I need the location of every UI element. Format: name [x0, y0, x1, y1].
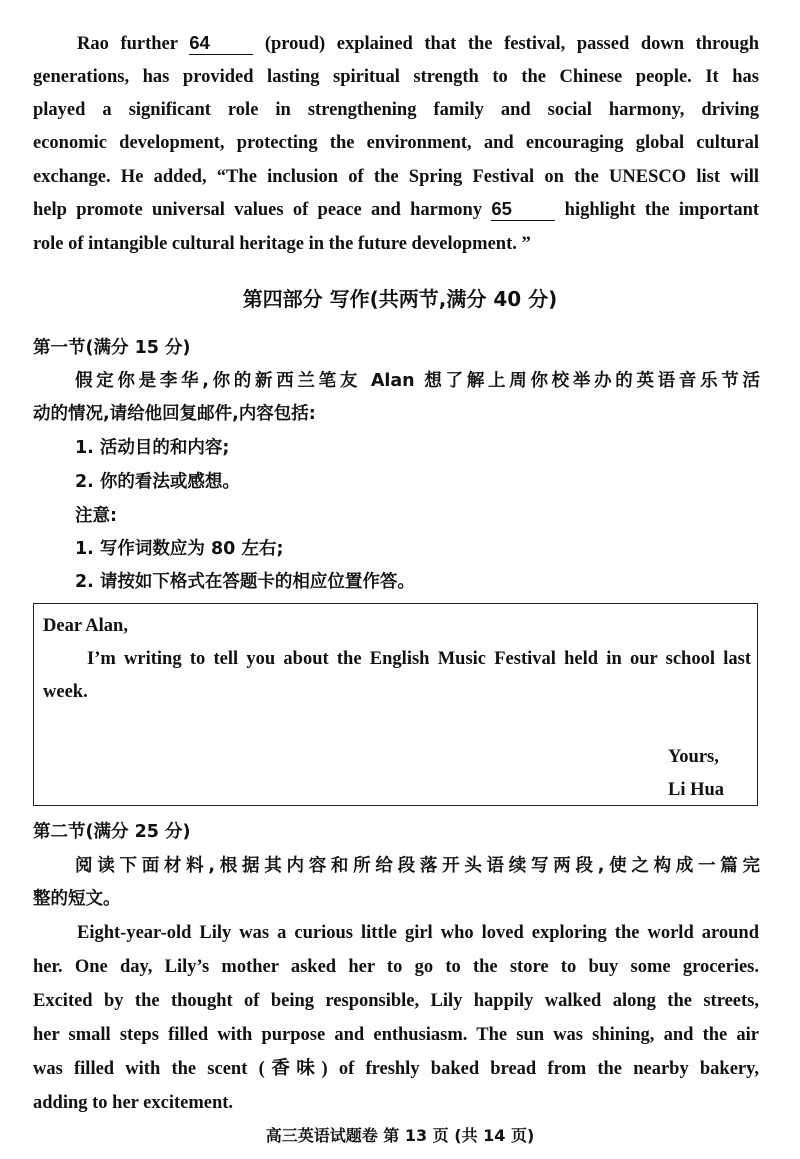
letter-body-line2: week.: [43, 682, 88, 702]
passage-line-2: generations, has provided lasting spiritual strength to the Chinese people. It has: [33, 67, 759, 87]
section1-note-heading: 注意:: [75, 506, 117, 526]
letter-body-line1: I’m writing to tell you about the English Music Festival held in our school last: [87, 649, 751, 669]
passage-text: Rao further: [77, 34, 178, 54]
passage-line-4: economic development, protecting the environment, and encouraging global cultural: [33, 133, 759, 153]
page-footer: 高三英语试题卷 第 13 页 (共 14 页): [265, 1126, 535, 1145]
section2-prompt-line2: 整的短文。: [33, 889, 121, 909]
story-line-6: adding to her excitement.: [33, 1093, 234, 1113]
passage-text: highlight the important: [564, 200, 760, 220]
section1-prompt-line1: 假定你是李华,你的新西兰笔友 Alan 想了解上周你校举办的英语音乐节活: [75, 371, 760, 391]
passage-line-1: [77, 28, 759, 62]
section2-prompt-line1: 阅读下面材料,根据其内容和所给段落开头语续写两段,使之构成一篇完: [75, 856, 760, 876]
story-line-3: Excited by the thought of being responsible, Lily happily walked along the streets,: [33, 991, 759, 1011]
section2-heading: 第二节(满分 25 分): [33, 822, 191, 842]
section1-heading: 第一节(满分 15 分): [33, 338, 191, 358]
section1-prompt-line2: 动的情况,请给他回复邮件,内容包括:: [33, 404, 316, 424]
story-line-1: Eight-year-old Lily was a curious little girl who loved exploring the world around: [77, 923, 759, 943]
passage-line-5: exchange. He added, “The inclusion of the Spring Festival on the UNESCO list will: [33, 167, 759, 187]
letter-salutation: Dear Alan,: [43, 616, 128, 636]
section1-note-2: 2. 请按如下格式在答题卡的相应位置作答。: [75, 572, 415, 592]
section1-item-1: 1. 活动目的和内容;: [75, 438, 230, 458]
letter-signature: Li Hua: [668, 780, 725, 800]
passage-line-6: [33, 194, 759, 228]
section1-note-1: 1. 写作词数应为 80 左右;: [75, 539, 284, 559]
letter-format-box: [33, 603, 758, 806]
story-line-2: her. One day, Lily’s mother asked her to go to the store to buy some groceries.: [33, 957, 759, 977]
passage-line-3: played a significant role in strengthening family and social harmony, driving: [33, 100, 759, 120]
letter-closing: Yours,: [668, 747, 719, 767]
passage-line-7: role of intangible cultural heritage in the future development. ”: [33, 234, 531, 254]
passage-text: (proud) explained that the festival, passed down through: [264, 34, 760, 54]
part4-title: 第四部分 写作(共两节,满分 40 分): [242, 287, 558, 311]
blank-64: 64: [189, 32, 253, 55]
story-line-5: was filled with the scent (香味) of freshly baked bread from the nearby bakery,: [33, 1059, 759, 1079]
passage-text: help promote universal values of peace and harmony: [33, 200, 483, 220]
section1-item-2: 2. 你的看法或感想。: [75, 472, 240, 492]
blank-65: 65: [491, 198, 555, 221]
story-line-4: her small steps filled with purpose and enthusiasm. The sun was shining, and the air: [33, 1025, 759, 1045]
